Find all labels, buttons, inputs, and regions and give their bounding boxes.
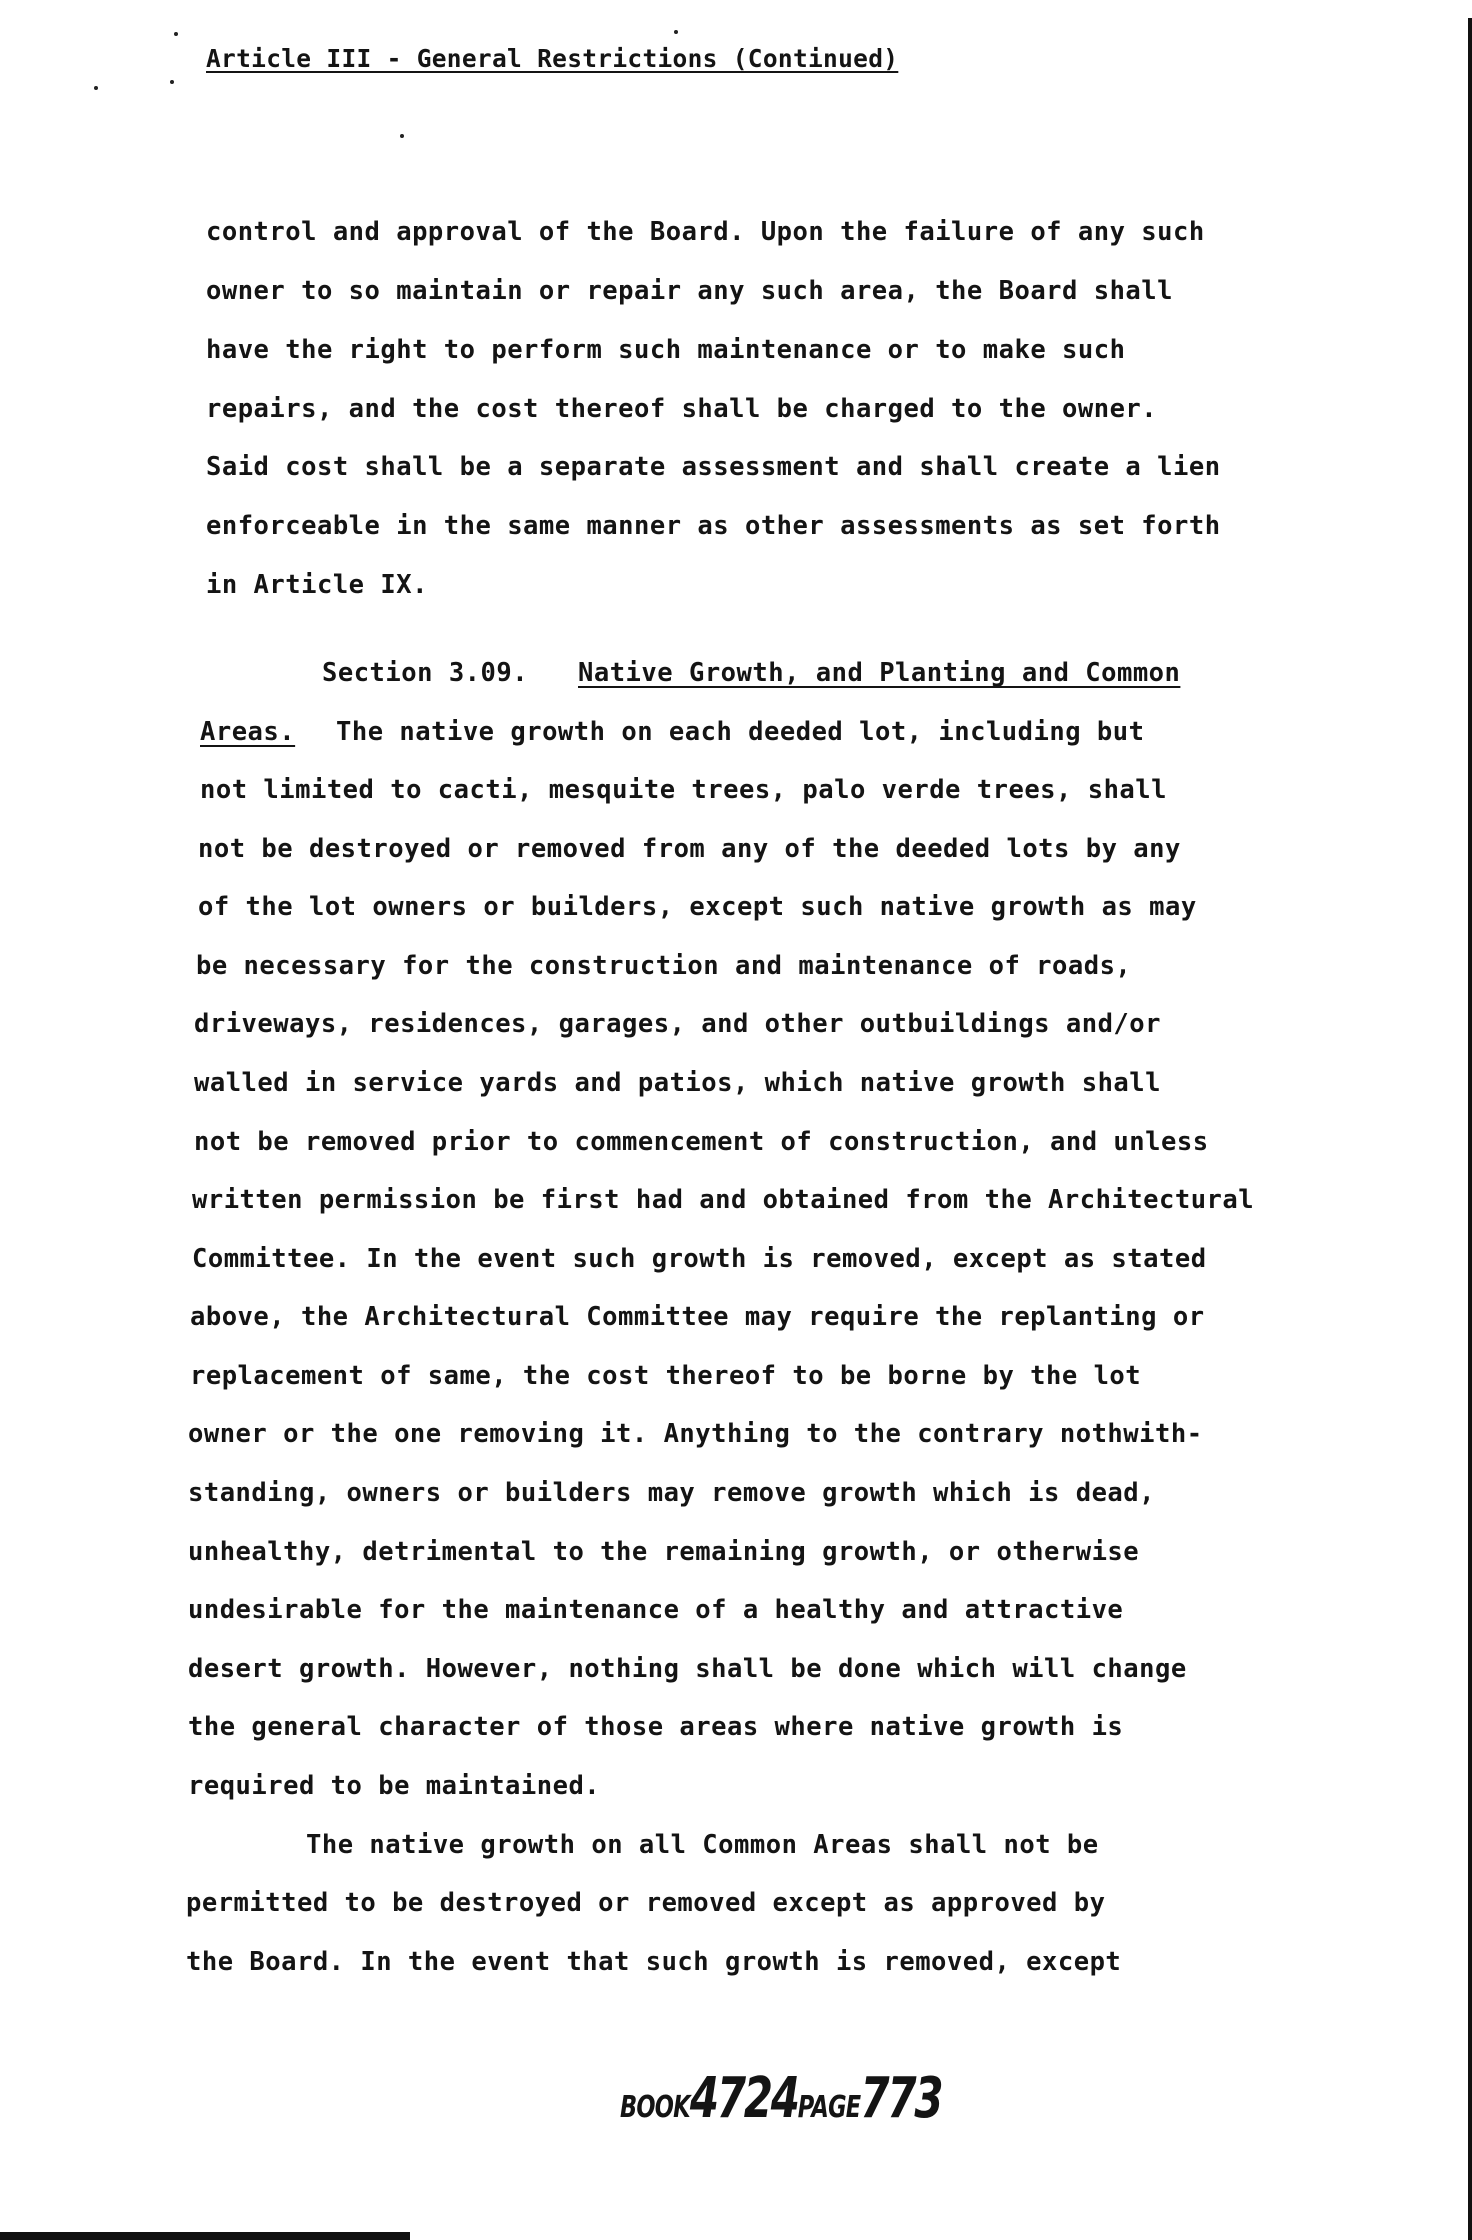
scan-speck [170, 80, 174, 84]
text-line: owner to so maintain or repair any such area, the Board shall [206, 276, 1173, 306]
scan-speck [674, 30, 678, 34]
text-line: permitted to be destroyed or removed except as approved by [186, 1888, 1106, 1918]
text-line: standing, owners or builders may remove growth which is dead, [188, 1478, 1155, 1508]
text-line: above, the Architectural Committee may require the replanting or [190, 1302, 1205, 1332]
text-line: be necessary for the construction and maintenance of roads, [196, 951, 1132, 981]
section-label: Section 3.09. [322, 658, 529, 688]
text-line: the Board. In the event that such growth is removed, except [186, 1947, 1122, 1977]
text-line: enforceable in the same manner as other assessments as set forth [206, 511, 1221, 541]
text-line: of the lot owners or builders, except such native growth as may [198, 892, 1197, 922]
text-line: control and approval of the Board. Upon the failure of any such [206, 217, 1205, 247]
text-line: Said cost shall be a separate assessment and shall create a lien [206, 452, 1221, 482]
stamp-book-label: BOOK [620, 2090, 690, 2125]
text-line: required to be maintained. [188, 1771, 601, 1801]
scan-speck [400, 134, 404, 138]
stamp-book-number: 4724 [689, 2066, 798, 2131]
text-line: walled in service yards and patios, which native growth shall [194, 1068, 1161, 1098]
scan-edge-bottom [0, 2232, 410, 2240]
text-line: not limited to cacti, mesquite trees, palo verde trees, shall [200, 775, 1167, 805]
text-line: the general character of those areas where native growth is [188, 1712, 1124, 1742]
text-line: desert growth. However, nothing shall be done which will change [188, 1654, 1187, 1684]
text-line: Committee. In the event such growth is removed, except as stated [192, 1244, 1207, 1274]
stamp-page-label: PAGE [797, 2090, 861, 2125]
text-line: The native growth on each deeded lot, including but [336, 717, 1145, 747]
stamp-page-number: 773 [860, 2066, 942, 2131]
text-line: unhealthy, detrimental to the remaining growth, or otherwise [188, 1537, 1140, 1567]
text-line: undesirable for the maintenance of a healthy and attractive [188, 1595, 1124, 1625]
text-line: not be removed prior to commencement of construction, and unless [194, 1127, 1209, 1157]
text-line: The native growth on all Common Areas shall not be [306, 1830, 1099, 1860]
text-line: replacement of same, the cost thereof to be borne by the lot [190, 1361, 1142, 1391]
text-line: written permission be first had and obtained from the Architectural [192, 1185, 1255, 1215]
section-title-continued: Areas. [200, 717, 296, 747]
text-line: driveways, residences, garages, and other outbuildings and/or [194, 1009, 1161, 1039]
text-line: not be destroyed or removed from any of the deeded lots by any [198, 834, 1181, 864]
article-header: Article III - General Restrictions (Continued) [206, 44, 899, 73]
text-line: repairs, and the cost thereof shall be charged to the owner. [206, 394, 1158, 424]
recording-stamp [620, 2066, 941, 2131]
section-title: Native Growth, and Planting and Common [578, 658, 1181, 688]
text-line: have the right to perform such maintenance or to make such [206, 335, 1126, 365]
scan-edge-right [1468, 18, 1472, 2240]
scan-speck [174, 32, 178, 36]
text-line: owner or the one removing it. Anything to the contrary nothwith- [188, 1419, 1203, 1449]
scan-speck [94, 86, 98, 90]
text-line: in Article IX. [206, 570, 428, 600]
